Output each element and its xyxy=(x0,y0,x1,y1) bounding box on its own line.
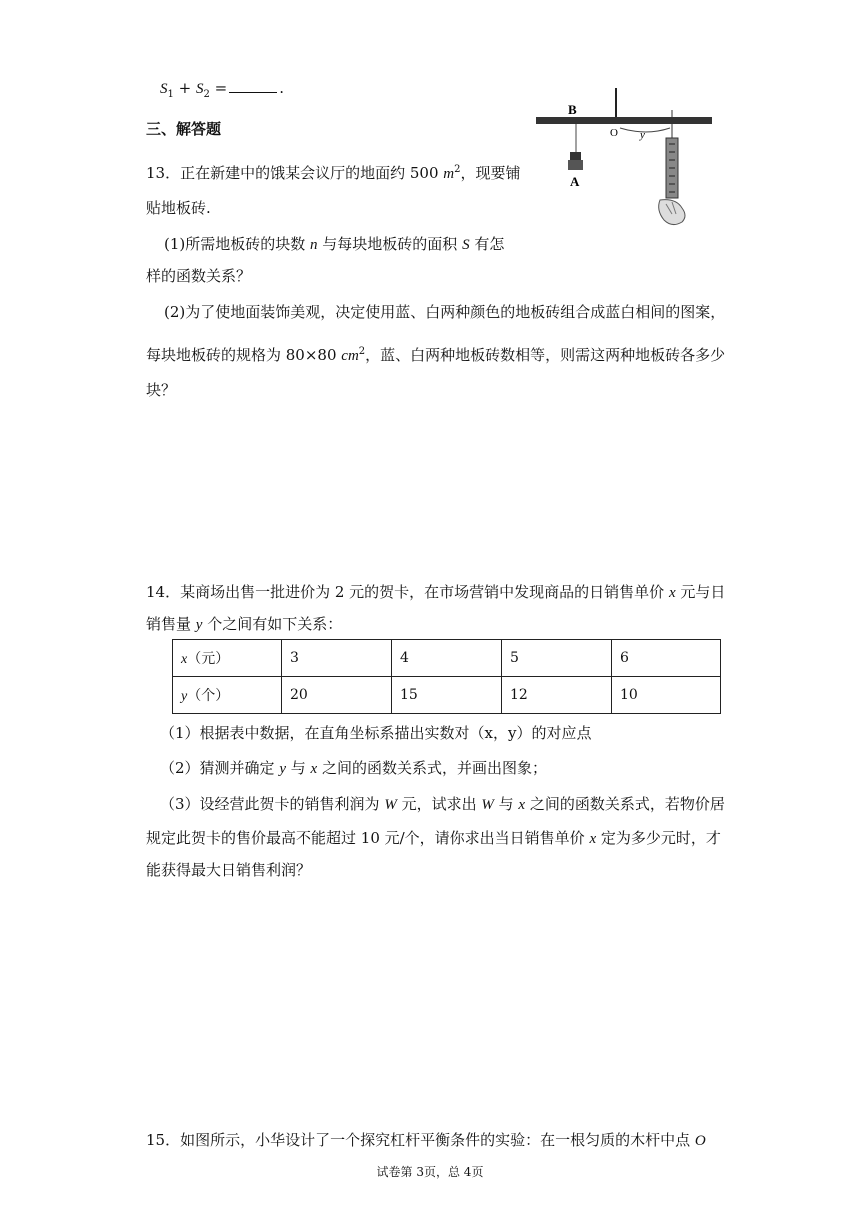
q13-part1-text-a: (1)所需地板砖的块数 xyxy=(164,235,311,253)
q13-stem-line1 xyxy=(146,158,521,186)
subscript-2: 2 xyxy=(203,89,210,100)
page-footer: 试卷第 3页，总 4页 xyxy=(376,1165,484,1179)
table-row xyxy=(173,677,721,714)
var-n: n xyxy=(310,237,318,253)
q13-stem-line2: 贴地板砖. xyxy=(146,199,211,217)
table-cell: 4 xyxy=(392,640,502,677)
hand-icon xyxy=(659,200,685,225)
q14-stem-line1 xyxy=(146,580,725,605)
label-O: O xyxy=(610,127,618,139)
var-W: W xyxy=(384,797,397,813)
q14-part3-text-b: 元，试求出 xyxy=(396,795,482,813)
distance-brace xyxy=(620,128,670,132)
q14-stem-line2 xyxy=(146,612,342,637)
table-unit-yuan: （元） xyxy=(187,651,230,667)
q14-part3-line1 xyxy=(160,792,725,817)
table-cell: 3 xyxy=(282,640,392,677)
table-unit-ge: （个） xyxy=(187,688,230,704)
q14-part3-line2 xyxy=(146,826,721,851)
q14-text-d: 个之间有如下关系： xyxy=(202,615,343,633)
unit-cm-exponent: 2 xyxy=(358,346,366,357)
q15-text-a: 15．如图所示，小华设计了一个探究杠杆平衡条件的实验：在一根匀质的木杆中点 xyxy=(146,1131,695,1149)
unit-m-exponent: 2 xyxy=(454,164,461,175)
q13-part1-line1 xyxy=(164,232,504,257)
q14-text-b: 元与日 xyxy=(675,583,726,601)
var-x: x xyxy=(589,831,597,847)
period: . xyxy=(279,79,284,97)
q14-part2-text-a: （2）猜测并确定 xyxy=(160,759,280,777)
weight-block-bottom xyxy=(568,160,583,170)
q14-part3-text-d: 之间的函数关系式，若物价居 xyxy=(525,795,725,813)
q13-text-a: 13．正在新建中的饿某会议厅的地面约 500 xyxy=(146,164,444,182)
var-W: W xyxy=(481,797,494,813)
q14-part3-line3: 能获得最大日销售利润？ xyxy=(146,861,312,879)
q14-part3-text-f: 定为多少元时，才 xyxy=(596,829,721,847)
q14-part3-text-a: （3）设经营此贺卡的销售利润为 xyxy=(160,795,385,813)
q14-part2 xyxy=(160,756,547,781)
equals-sign: = xyxy=(209,79,228,97)
q13-part1-text-b: 与每块地板砖的面积 xyxy=(317,235,463,253)
q13-text-b: ，现要铺 xyxy=(460,164,521,182)
plus-sign: + xyxy=(173,79,196,97)
var-y: y xyxy=(279,761,286,777)
unit-m: m xyxy=(443,166,455,182)
q12-answer-line xyxy=(160,76,284,107)
table-cell: 15 xyxy=(392,677,502,714)
q14-part2-text-b: 与 xyxy=(285,759,311,777)
price-sales-table xyxy=(172,639,721,714)
q15-stem-line1 xyxy=(146,1128,706,1153)
s-symbol-2: S xyxy=(195,81,204,97)
q13-part1-text-c: 有怎 xyxy=(469,235,505,253)
var-x: x xyxy=(518,797,526,813)
q13-part2-line2 xyxy=(146,340,725,368)
subscript-1: 1 xyxy=(167,89,174,100)
s-symbol: S xyxy=(160,81,168,97)
q14-text-c: 销售量 xyxy=(146,615,196,633)
q14-part3-text-e: 规定此贺卡的售价最高不能超过 10 元/个，请你求出当日销售单价 xyxy=(146,829,590,847)
weight-block-top xyxy=(570,152,581,160)
var-S: S xyxy=(462,237,470,253)
table-var-x: x xyxy=(181,652,188,667)
section-heading: 三、解答题 xyxy=(146,120,222,138)
q13-part2-text-a: 每块地板砖的规格为 80×80 xyxy=(146,346,342,364)
q13-part2-line3: 块？ xyxy=(146,381,177,399)
q14-part2-text-c: 之间的函数关系式，并画出图象； xyxy=(317,759,547,777)
table-cell: 12 xyxy=(502,677,612,714)
table-row xyxy=(173,640,721,677)
table-cell-header xyxy=(173,640,282,677)
q13-part2-text-b: ，蓝、白两种地板砖数相等，则需这两种地板砖各多少 xyxy=(365,346,726,364)
answer-blank[interactable] xyxy=(229,78,277,93)
lever-figure xyxy=(530,80,720,240)
q13-part1-line2: 样的函数关系？ xyxy=(146,267,252,285)
q14-part1: （1）根据表中数据，在直角坐标系描出实数对（x，y）的对应点 xyxy=(160,724,592,742)
table-cell: 5 xyxy=(502,640,612,677)
lever-bar xyxy=(536,117,712,124)
label-A: A xyxy=(570,174,580,189)
var-x: x xyxy=(668,585,676,601)
table-cell-header xyxy=(173,677,282,714)
var-y: y xyxy=(195,617,203,633)
label-y: y xyxy=(640,129,645,141)
table-cell: 6 xyxy=(612,640,721,677)
table-cell: 20 xyxy=(282,677,392,714)
label-B: B xyxy=(568,102,577,117)
q13-part2-line1: (2)为了使地面装饰美观，决定使用蓝、白两种颜色的地板砖组合成蓝白相间的图案， xyxy=(164,303,726,321)
unit-cm: cm xyxy=(341,348,359,364)
var-x: x xyxy=(310,761,318,777)
table-var-y: y xyxy=(181,689,188,704)
q14-text-a: 14．某商场出售一批进价为 2 元的贺卡，在市场营销中发现商品的日销售单价 xyxy=(146,583,669,601)
table-cell: 10 xyxy=(612,677,721,714)
var-O: O xyxy=(694,1133,706,1149)
q14-part3-text-c: 与 xyxy=(493,795,519,813)
